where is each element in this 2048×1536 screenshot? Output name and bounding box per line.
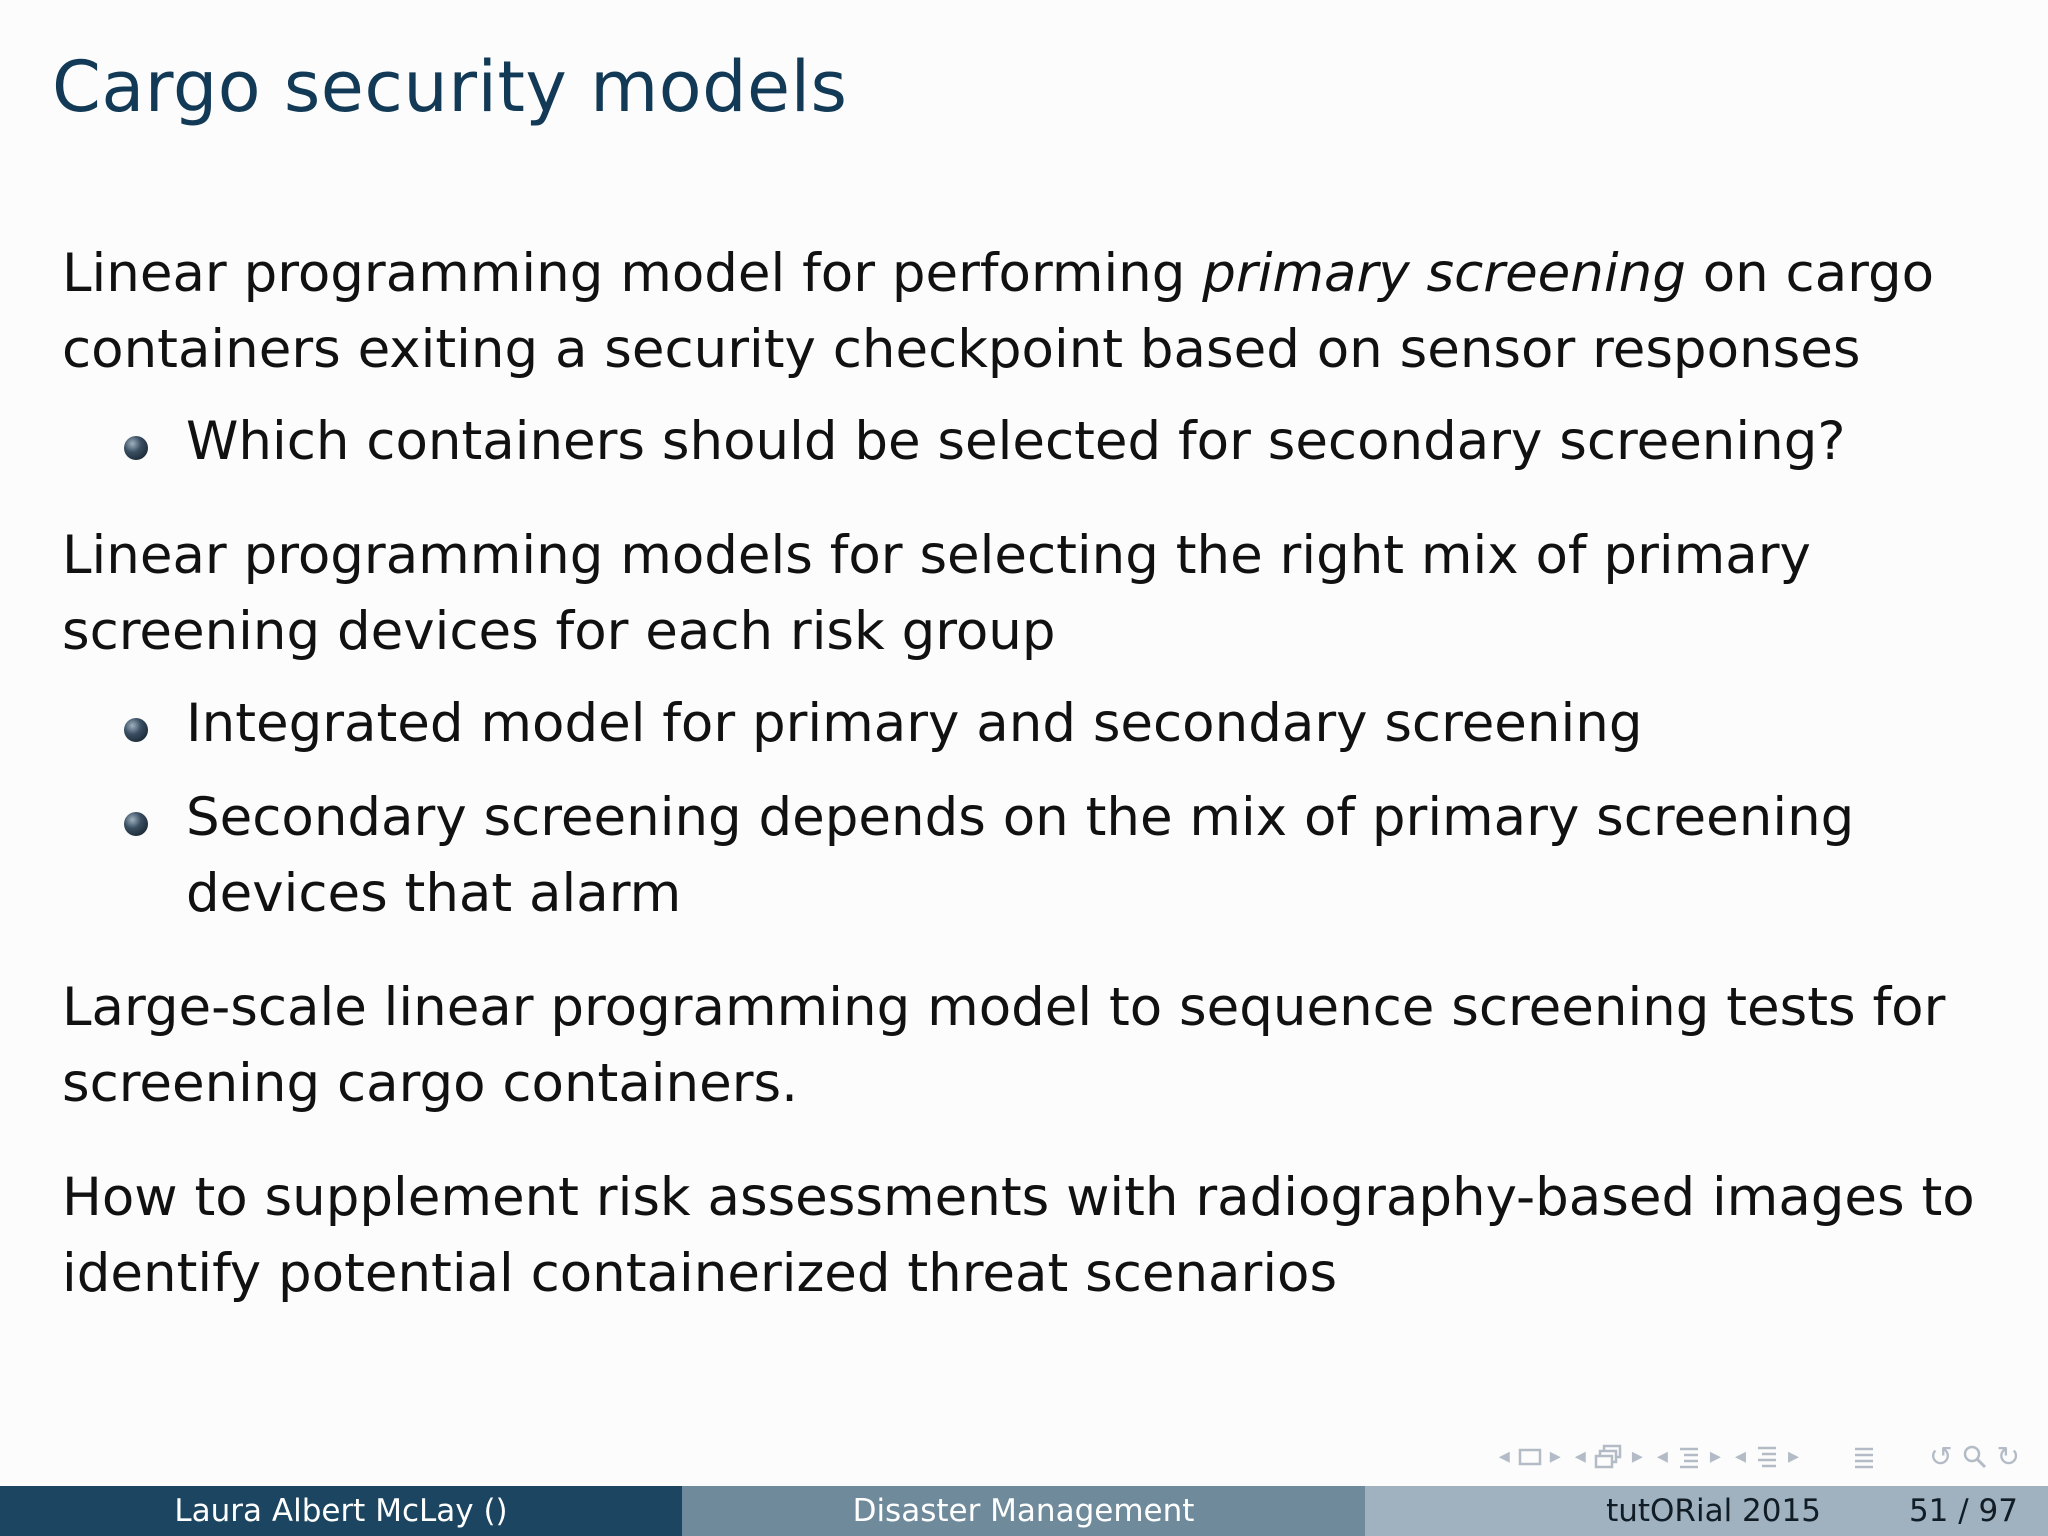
section-icon[interactable]	[1676, 1444, 1702, 1470]
slide-title: Cargo security models	[52, 46, 848, 128]
slide-body	[62, 236, 2002, 1312]
arrow-right-icon[interactable]: ▸	[1788, 1444, 1800, 1469]
arrow-right-icon[interactable]: ▸	[1709, 1444, 1721, 1469]
align-nav	[1851, 1444, 1877, 1470]
paragraph-text: Linear programming model for performing	[62, 243, 1203, 304]
bullet-item	[62, 780, 2002, 932]
footer-talk-title: Disaster Management	[682, 1486, 1365, 1536]
undo-icon[interactable]: ↺	[1929, 1440, 1953, 1473]
footer-event	[1365, 1486, 2048, 1536]
bullet-list	[62, 404, 2002, 480]
frame-nav	[1499, 1446, 1561, 1468]
paragraph-primary-screening	[62, 236, 2002, 388]
bullet-icon	[124, 718, 148, 742]
navigation-bar	[1499, 1440, 2020, 1474]
frame-icon[interactable]	[1518, 1447, 1542, 1467]
paragraph-sequencing: Large-scale linear programming model to sequence screening tests for screening cargo containers.	[62, 977, 1946, 1114]
outline-icon[interactable]	[1754, 1444, 1780, 1470]
paragraph-device-mix: Linear programming models for selecting the right mix of primary screening devices for each risk group	[62, 525, 1811, 662]
search-nav	[1929, 1440, 2020, 1473]
arrow-left-icon[interactable]: ◂	[1734, 1444, 1747, 1469]
paragraph-radiography: How to supplement risk assessments with radiography-based images to identify potential containerized threat scenarios	[62, 1167, 1975, 1304]
subsection-nav	[1575, 1444, 1643, 1470]
arrow-left-icon[interactable]: ◂	[1498, 1444, 1510, 1469]
redo-icon[interactable]: ↻	[1996, 1440, 2020, 1473]
bullet-icon	[124, 812, 148, 836]
footer	[0, 1486, 2048, 1536]
outline-nav	[1735, 1444, 1799, 1470]
footer-event-name: tutORial 2015	[1606, 1493, 1821, 1529]
arrow-left-icon[interactable]: ◂	[1656, 1444, 1668, 1469]
bullet-list	[62, 686, 2002, 932]
bullet-text: Integrated model for primary and secondary screening	[186, 693, 1643, 754]
bullet-text: Which containers should be selected for secondary screening?	[186, 411, 1846, 472]
bullet-text: Secondary screening depends on the mix of primary screening devices that alarm	[186, 787, 1855, 924]
bullet-icon	[124, 436, 148, 460]
page-number: 51 / 97	[1908, 1493, 2018, 1529]
bullet-item	[62, 686, 2002, 762]
paragraph-text: on cargo containers exiting a security checkpoint based on sensor responses	[62, 243, 1935, 380]
bullet-item	[62, 404, 2002, 480]
section-nav	[1657, 1444, 1721, 1470]
search-icon[interactable]	[1961, 1443, 1989, 1471]
arrow-left-icon[interactable]: ◂	[1574, 1444, 1586, 1469]
subsection-icon[interactable]	[1594, 1444, 1624, 1470]
emphasis-text: primary screening	[1202, 243, 1686, 304]
align-icon[interactable]	[1851, 1444, 1877, 1470]
arrow-right-icon[interactable]: ▸	[1631, 1444, 1643, 1469]
arrow-right-icon[interactable]: ▸	[1549, 1444, 1561, 1469]
footer-author: Laura Albert McLay ()	[0, 1486, 682, 1536]
